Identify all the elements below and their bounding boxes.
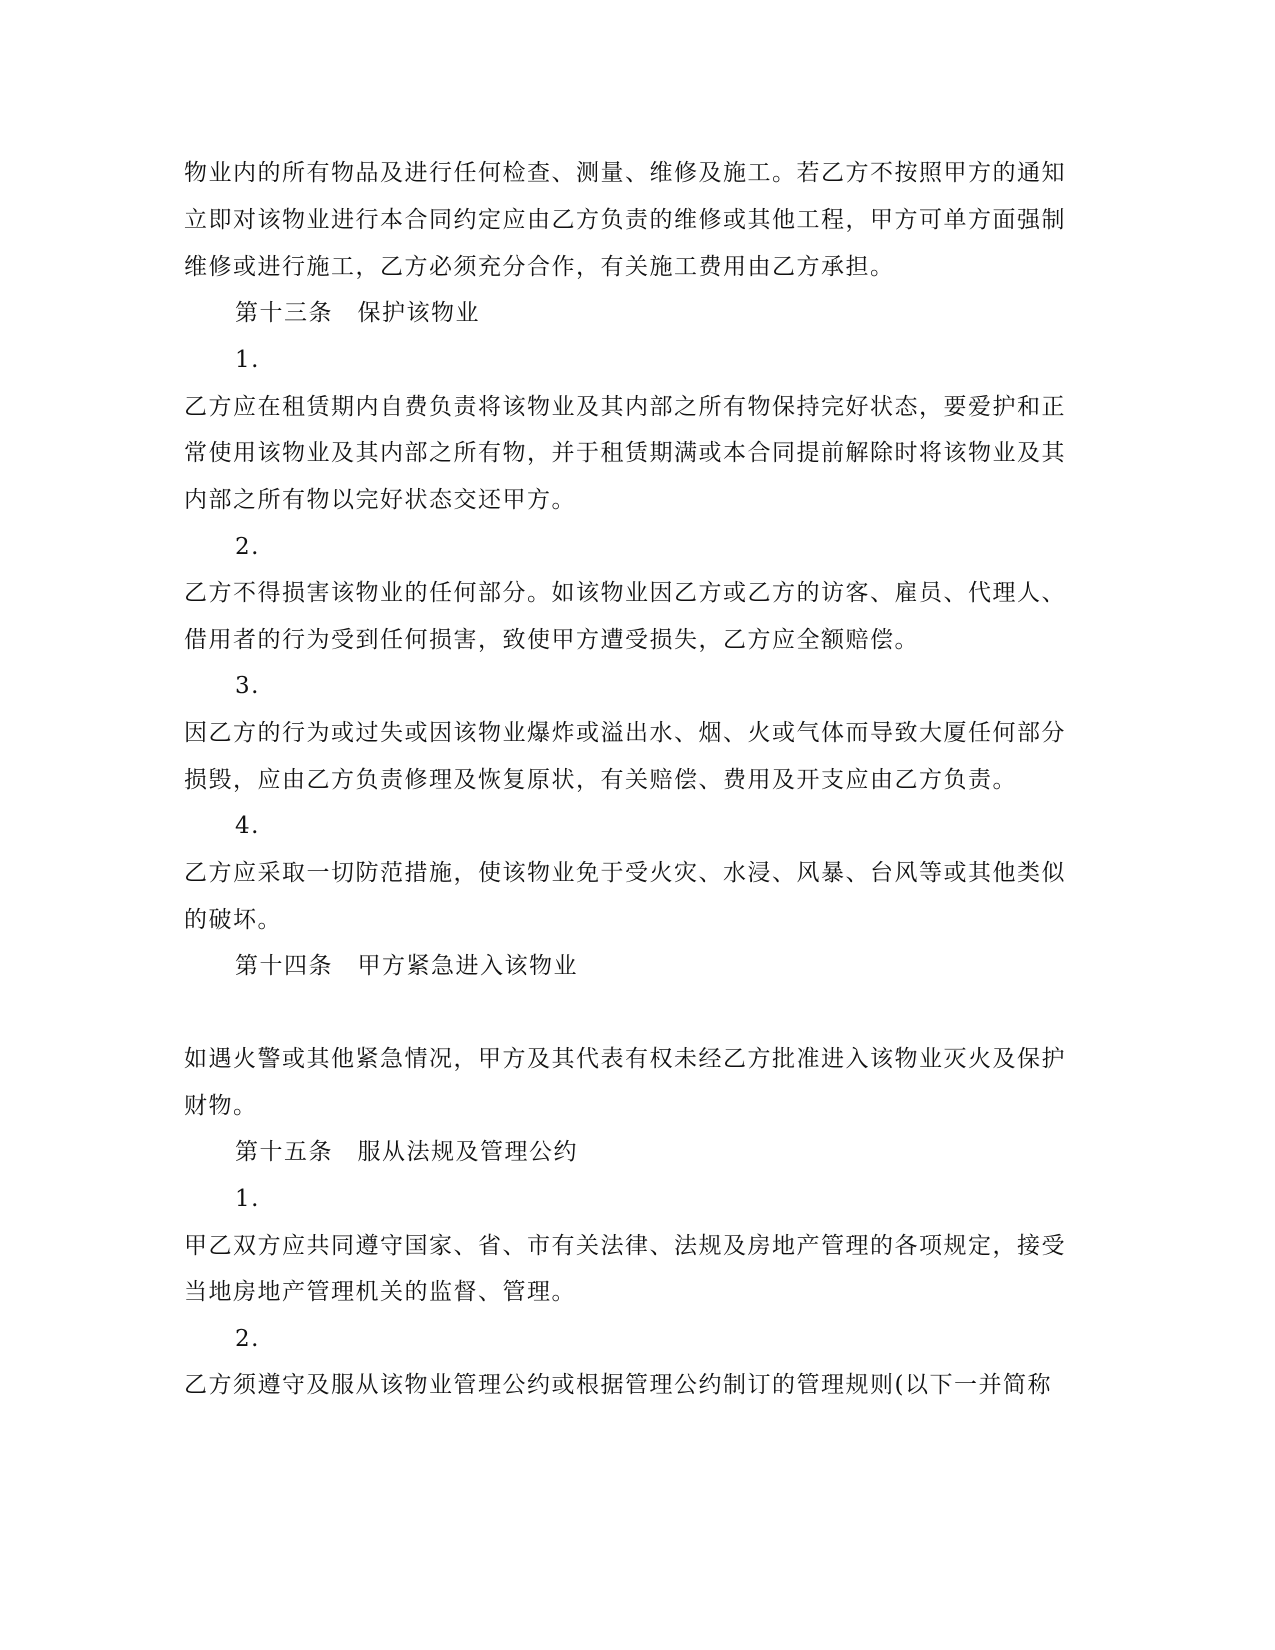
paragraph-line: 乙方不得损害该物业的任何部分。如该物业因乙方或乙方的访客、雇员、代理人、: [184, 580, 1066, 606]
paragraph-line: 常使用该物业及其内部之所有物，并于租赁期满或本合同提前解除时将该物业及其: [184, 440, 1066, 466]
paragraph-line: 的破坏。: [184, 907, 282, 933]
item-number: 2.: [235, 534, 260, 560]
paragraph-line: 乙方应采取一切防范措施，使该物业免于受火灾、水浸、风暴、台风等或其他类似: [184, 860, 1066, 886]
paragraph-line: 乙方应在租赁期内自费负责将该物业及其内部之所有物保持完好状态，要爱护和正: [184, 394, 1066, 420]
item-number: 1.: [235, 347, 260, 373]
paragraph-line: 损毁，应由乙方负责修理及恢复原状，有关赔偿、费用及开支应由乙方负责。: [184, 767, 1017, 793]
paragraph-line: 物业内的所有物品及进行任何检查、测量、维修及施工。若乙方不按照甲方的通知: [184, 160, 1066, 186]
article-heading: 第十三条 保护该物业: [235, 300, 480, 326]
paragraph-line: 维修或进行施工，乙方必须充分合作，有关施工费用由乙方承担。: [184, 254, 895, 280]
paragraph-line: 如遇火警或其他紧急情况，甲方及其代表有权未经乙方批准进入该物业灭火及保护: [184, 1046, 1066, 1072]
paragraph-line: 因乙方的行为或过失或因该物业爆炸或溢出水、烟、火或气体而导致大厦任何部分: [184, 720, 1066, 746]
item-number: 4.: [235, 813, 260, 839]
item-number: 3.: [235, 673, 260, 699]
article-heading: 第十四条 甲方紧急进入该物业: [235, 953, 578, 979]
paragraph-line: 内部之所有物以完好状态交还甲方。: [184, 487, 576, 513]
paragraph-line: 借用者的行为受到任何损害，致使甲方遭受损失，乙方应全额赔偿。: [184, 627, 919, 653]
item-number: 2.: [235, 1326, 260, 1352]
item-number: 1.: [235, 1186, 260, 1212]
paragraph-line: 乙方须遵守及服从该物业管理公约或根据管理公约制订的管理规则(以下一并简称: [184, 1372, 1052, 1398]
paragraph-line: 甲乙双方应共同遵守国家、省、市有关法律、法规及房地产管理的各项规定，接受: [184, 1233, 1066, 1259]
paragraph-line: 当地房地产管理机关的监督、管理。: [184, 1279, 576, 1305]
article-heading: 第十五条 服从法规及管理公约: [235, 1139, 578, 1165]
paragraph-line: 立即对该物业进行本合同约定应由乙方负责的维修或其他工程，甲方可单方面强制: [184, 207, 1066, 233]
paragraph-line: 财物。: [184, 1093, 258, 1119]
